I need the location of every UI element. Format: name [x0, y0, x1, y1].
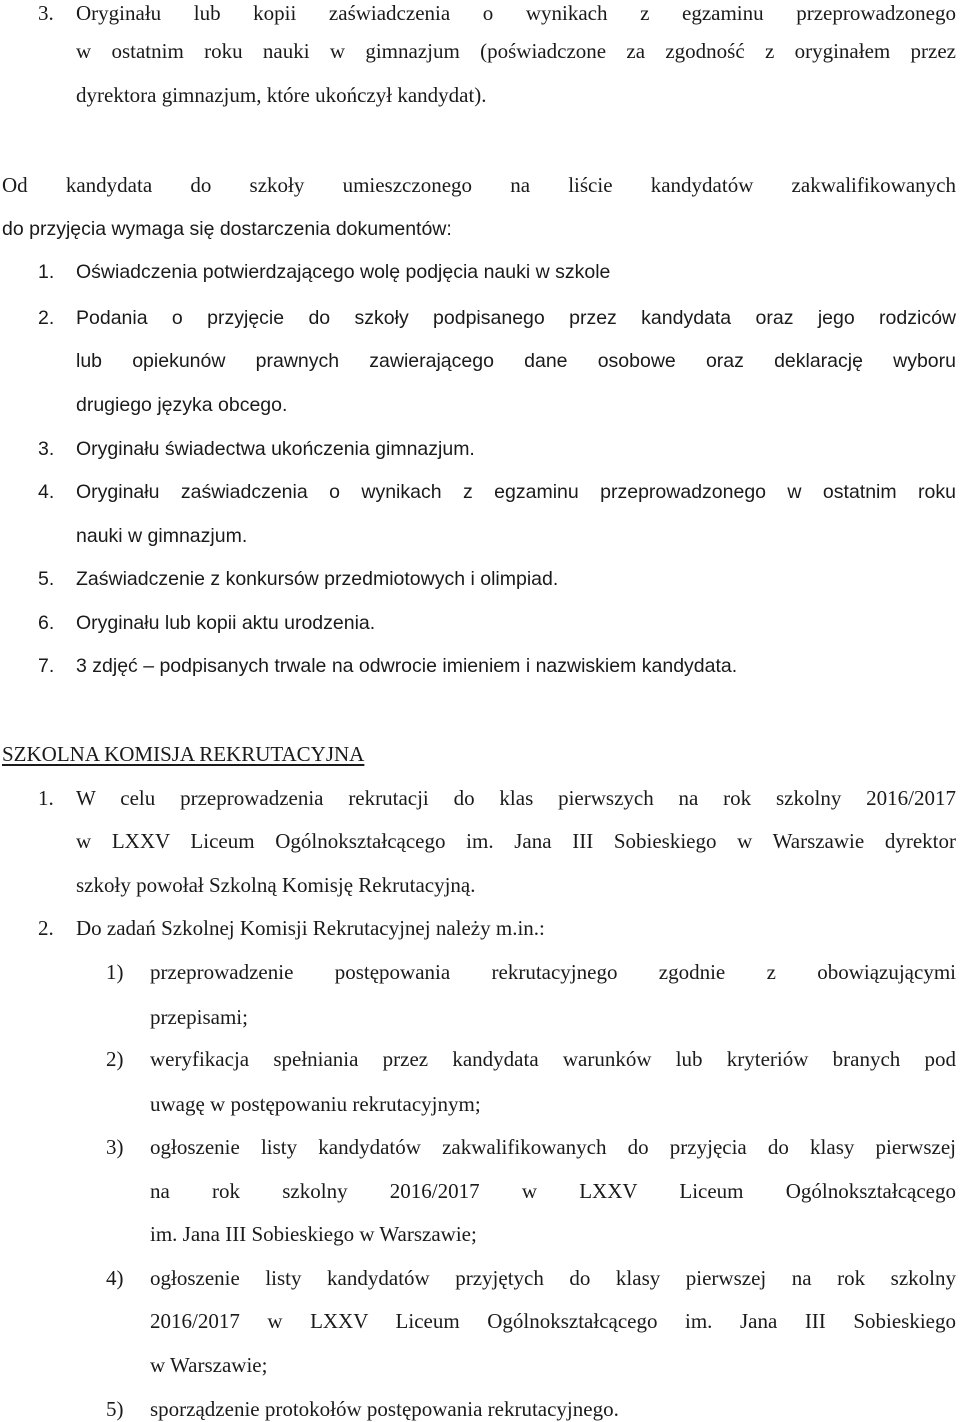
list-item-text: lub opiekunów prawnych zawierającego dane osobowe oraz deklarację wyboru	[76, 350, 956, 372]
list-number: 3.	[38, 438, 55, 460]
sublist-item-text: w Warszawie;	[150, 1353, 268, 1377]
sublist-item-text: sporządzenie protokołów postępowania rekrutacyjnego.	[150, 1397, 619, 1421]
sublist-item-text: uwagę w postępowaniu rekrutacyjnym;	[150, 1092, 481, 1116]
sublist-item-text: weryfikacja spełniania przez kandydata warunków lub kryteriów branych pod	[150, 1047, 956, 1071]
sublist-number: 5)	[106, 1397, 124, 1421]
list-item-text: nauki w gimnazjum.	[76, 525, 248, 547]
list-number: 3.	[38, 1, 54, 25]
list-number: 6.	[38, 612, 55, 634]
sublist-item-text: na rok szkolny 2016/2017 w LXXV Liceum Ogólnokształcącego	[150, 1179, 956, 1203]
list-item-text: drugiego języka obcego.	[76, 394, 288, 416]
list-item-text: Oryginału lub kopii aktu urodzenia.	[76, 612, 376, 634]
list-item-text: Oryginału lub kopii zaświadczenia o wynikach z egzaminu przeprowadzonego	[76, 1, 956, 25]
sublist-item-text: ogłoszenie listy kandydatów zakwalifikowanych do przyjęcia do klasy pierwszej	[150, 1135, 956, 1159]
list-number: 2.	[38, 916, 54, 940]
paragraph-text: do przyjęcia wymaga się dostarczenia dokumentów:	[2, 218, 452, 240]
sublist-number: 1)	[106, 960, 124, 984]
list-item-text: W celu przeprowadzenia rekrutacji do klas pierwszych na rok szkolny 2016/2017	[76, 786, 956, 810]
section-heading: SZKOLNA KOMISJA REKRUTACYJNA	[2, 742, 365, 766]
list-number: 5.	[38, 568, 55, 590]
sublist-item-text: przepisami;	[150, 1005, 248, 1029]
list-number: 7.	[38, 655, 55, 677]
sublist-item-text: ogłoszenie listy kandydatów przyjętych do klasy pierwszej na rok szkolny	[150, 1266, 956, 1290]
list-number: 4.	[38, 481, 55, 503]
list-item-text: dyrektora gimnazjum, które ukończył kandydat).	[76, 83, 487, 107]
list-item-text: w LXXV Liceum Ogólnokształcącego im. Jana III Sobieskiego w Warszawie dyrektor	[76, 829, 956, 853]
list-item-text: Podania o przyjęcie do szkoły podpisanego przez kandydata oraz jego rodziców	[76, 307, 956, 329]
list-number: 1.	[38, 261, 55, 283]
sublist-number: 2)	[106, 1047, 124, 1071]
list-item-text: Do zadań Szkolnej Komisji Rekrutacyjnej należy m.in.:	[76, 916, 545, 940]
list-item-text: Oryginału zaświadczenia o wynikach z egzaminu przeprowadzonego w ostatnim roku	[76, 481, 956, 503]
sublist-item-text: 2016/2017 w LXXV Liceum Ogólnokształcącego im. Jana III Sobieskiego	[150, 1309, 956, 1333]
list-number: 2.	[38, 307, 55, 329]
list-item-text: Zaświadczenie z konkursów przedmiotowych i olimpiad.	[76, 568, 559, 590]
list-item-text: Oświadczenia potwierdzającego wolę podjęcia nauki w szkole	[76, 261, 611, 283]
sublist-item-text: im. Jana III Sobieskiego w Warszawie;	[150, 1222, 477, 1246]
list-item-text: szkoły powołał Szkolną Komisję Rekrutacyjną.	[76, 873, 476, 897]
paragraph-text: Od kandydata do szkoły umieszczonego na liście kandydatów zakwalifikowanych	[2, 173, 956, 197]
list-number: 1.	[38, 786, 54, 810]
list-item-text: Oryginału świadectwa ukończenia gimnazjum.	[76, 438, 475, 460]
list-item-text: w ostatnim roku nauki w gimnazjum (poświadczone za zgodność z oryginałem przez	[76, 39, 956, 63]
list-item-text: 3 zdjęć – podpisanych trwale na odwrocie imieniem i nazwiskiem kandydata.	[76, 655, 738, 677]
sublist-number: 4)	[106, 1266, 124, 1290]
sublist-item-text: przeprowadzenie postępowania rekrutacyjnego zgodnie z obowiązującymi	[150, 960, 956, 984]
sublist-number: 3)	[106, 1135, 124, 1159]
